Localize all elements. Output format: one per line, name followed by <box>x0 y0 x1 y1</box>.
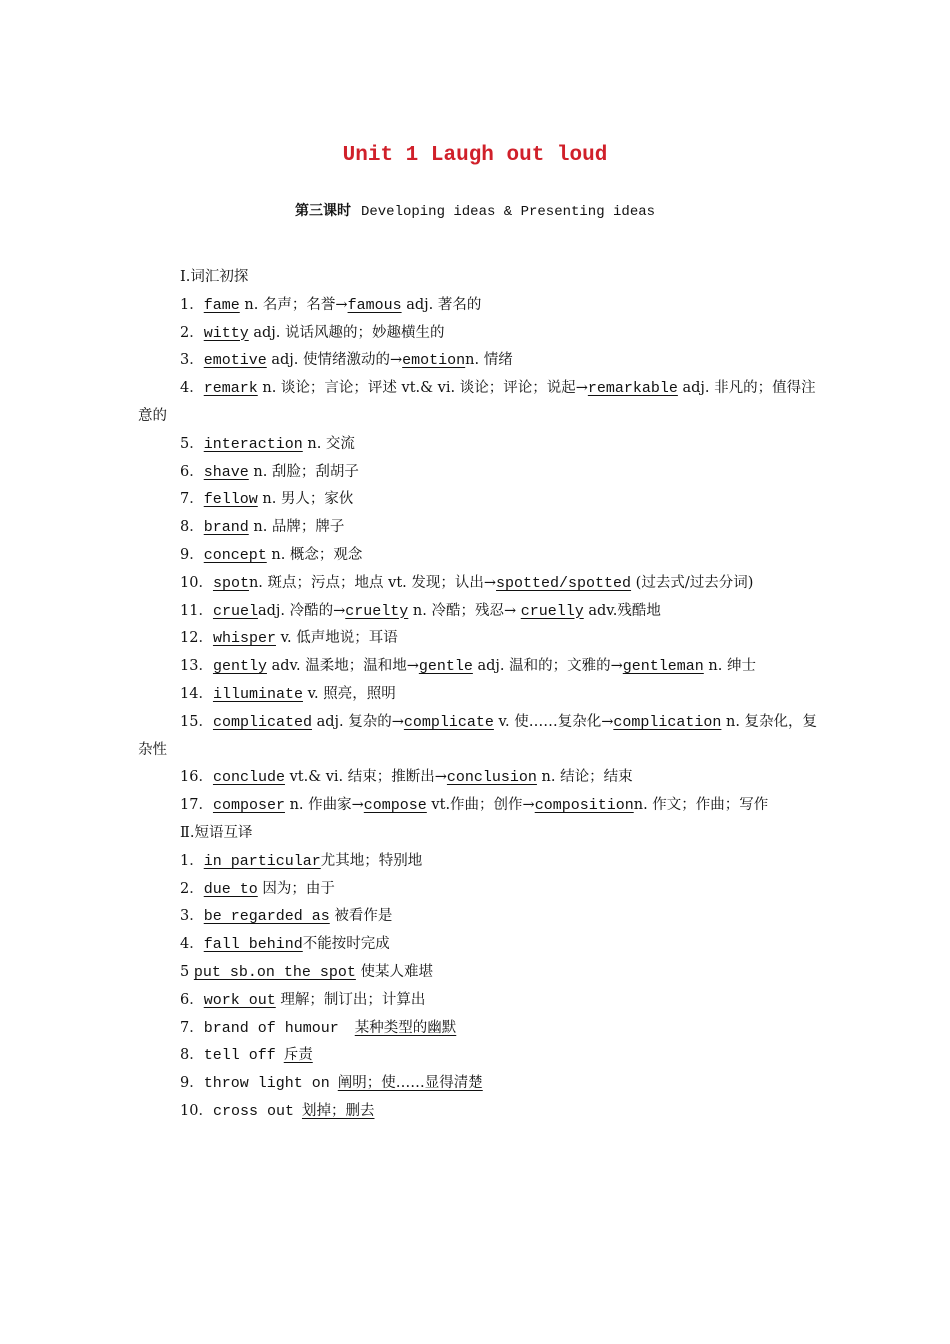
phrase-zh: 不能按时完成 <box>302 936 390 953</box>
item-tail: n. 情绪 <box>465 352 513 369</box>
item-text: v. 低声地说；耳语 <box>275 630 398 647</box>
section-heading-phrases: Ⅱ.短语互译 <box>180 824 253 841</box>
item-number: 3． <box>180 352 204 369</box>
item-number: 17． <box>180 797 213 814</box>
answer-word: emotive <box>203 352 267 370</box>
vocab-item <box>138 542 818 570</box>
phrase-en: tell off <box>203 1047 276 1065</box>
item-text: n. 交流 <box>302 435 355 452</box>
item-number: 14． <box>180 685 213 702</box>
phrase-answer-en: work out <box>203 991 276 1009</box>
phrase-item <box>138 1015 818 1043</box>
vocab-item <box>138 320 818 348</box>
item-number: 13． <box>180 658 213 675</box>
phrase-answer-zh: 划掉；删去 <box>301 1102 375 1119</box>
vocab-item <box>138 292 818 320</box>
item-number: 2． <box>180 324 204 341</box>
item-number: 1． <box>180 296 204 313</box>
vocab-item <box>138 431 818 459</box>
phrase-answer-zh: 阐明；使……显得清楚 <box>337 1075 483 1092</box>
item-number: 9． <box>180 1075 204 1092</box>
answer-word: conclude <box>212 769 285 787</box>
answer-word: brand <box>203 519 249 537</box>
answer-word: whisper <box>212 630 276 648</box>
item-number: 9． <box>180 546 204 563</box>
item-number: 5． <box>180 435 204 452</box>
item-number: 1． <box>180 852 204 869</box>
phrase-en: brand of humour <box>203 1019 339 1037</box>
item-number: 11． <box>180 602 213 619</box>
item-text: v. 照亮，照明 <box>302 685 396 702</box>
item-number: 12． <box>180 630 213 647</box>
answer-word: illuminate <box>212 685 303 703</box>
item-number: 4． <box>180 380 204 397</box>
vocab-item <box>138 570 818 598</box>
phrase-answer-zh: 斥责 <box>283 1047 313 1064</box>
answer-word: remark <box>203 380 258 398</box>
item-text: n. 概念；观念 <box>266 546 363 563</box>
phrase-zh: 使某人难堪 <box>355 963 433 980</box>
phrase-zh: 被看作是 <box>329 908 393 925</box>
phrase-answer-en: put sb.on the spot <box>193 963 356 981</box>
answer-word-3: gentleman <box>622 658 704 676</box>
phrase-item <box>138 987 818 1015</box>
item-tail: v. 使……复杂化→ <box>493 713 614 730</box>
vocab-item <box>138 486 818 514</box>
answer-word: fame <box>203 296 240 314</box>
item-text: adj. 冷酷的→ <box>257 602 346 619</box>
item-number: 7． <box>180 491 204 508</box>
answer-word-2: cruelty <box>345 602 409 620</box>
item-tail: n. 结论；结束 <box>536 769 633 786</box>
answer-word: gently <box>212 658 267 676</box>
item-number: 8． <box>180 519 204 536</box>
answer-word-2: conclusion <box>446 769 537 787</box>
item-tail: adj. 非凡的；值得注意的 <box>138 380 816 424</box>
item-text: n. 刮脸；刮胡子 <box>248 463 359 480</box>
answer-word: composer <box>212 797 285 815</box>
item-number: 10． <box>180 1102 213 1119</box>
phrase-zh: 理解；制订出；计算出 <box>275 991 426 1008</box>
phrase-en: cross out <box>212 1102 294 1120</box>
phrase-zh: 尤其地；特别地 <box>320 852 423 869</box>
item-tail: n. 冷酷；残忍→ <box>408 602 521 619</box>
lesson-label: 第三课时 <box>294 203 351 219</box>
answer-word-3: cruelly <box>520 602 584 620</box>
item-tail: adj. 温和的；文雅的→ <box>472 658 623 675</box>
document-body <box>138 264 818 1126</box>
phrase-item <box>138 959 818 987</box>
answer-word: cruel <box>212 602 258 620</box>
answer-word-2: emotion <box>402 352 466 370</box>
item-tail-2: n. 复杂化，复杂性 <box>138 713 818 758</box>
item-text: adj. 使情绪激动的→ <box>266 352 403 369</box>
phrase-item <box>138 931 818 959</box>
item-text: vt.& vi. 结束；推断出→ <box>284 769 447 786</box>
vocab-item <box>138 792 818 820</box>
item-number: 6． <box>180 991 204 1008</box>
phrase-answer-en: fall behind <box>203 936 303 954</box>
answer-word-2: famous <box>347 296 402 314</box>
item-text: n. 斑点；污点；地点 vt. 发现；认出→ <box>248 574 497 591</box>
item-text: n. 名声；名誉→ <box>244 296 348 313</box>
answer-word: concept <box>203 546 267 564</box>
item-number: 16． <box>180 769 213 786</box>
item-number: 15． <box>180 713 213 730</box>
item-number: 3． <box>180 908 204 925</box>
answer-word: fellow <box>203 491 258 509</box>
answer-word-3: composition <box>534 797 634 815</box>
item-text: n. 作曲家→ <box>284 797 364 814</box>
phrase-en: throw light on <box>203 1075 330 1093</box>
phrase-answer-en: in particular <box>203 852 321 870</box>
answer-word-2: gentle <box>418 658 473 676</box>
answer-word-2: complicate <box>403 713 494 731</box>
answer-word: interaction <box>203 435 303 453</box>
phrase-item <box>138 848 818 876</box>
item-tail-2: adv.残酷地 <box>583 602 661 619</box>
answer-word: shave <box>203 463 249 481</box>
item-tail: adj. 著名的 <box>401 296 482 313</box>
phrase-answer-en: be regarded as <box>203 908 330 926</box>
item-text: adj. 说话风趣的；妙趣横生的 <box>248 324 445 341</box>
item-tail-2: n. 作文；作曲；写作 <box>633 797 769 814</box>
item-text: n. 品牌；牌子 <box>248 519 345 536</box>
vocab-item <box>138 347 818 375</box>
answer-word: complicated <box>212 713 312 731</box>
phrase-answer-en: due to <box>203 880 258 898</box>
phrase-zh: 因为；由于 <box>257 880 335 897</box>
phrase-item <box>138 1042 818 1070</box>
answer-word-2: remarkable <box>587 380 678 398</box>
vocab-item <box>138 514 818 542</box>
vocab-item <box>138 653 818 681</box>
item-number: 8． <box>180 1047 204 1064</box>
phrase-answer-zh: 某种类型的幽默 <box>354 1019 457 1036</box>
vocab-item <box>138 709 818 765</box>
section-heading-vocab: Ⅰ.词汇初探 <box>180 269 249 285</box>
vocab-item <box>138 625 818 653</box>
vocab-item <box>138 764 818 792</box>
answer-word-3: complication <box>613 713 722 731</box>
item-text: adj. 复杂的→ <box>311 713 404 730</box>
item-tail: (过去式/过去分词) <box>631 574 754 591</box>
phrase-item <box>138 876 818 904</box>
item-number: 10． <box>180 574 213 591</box>
item-text: adv. 温柔地；温和地→ <box>266 658 419 675</box>
item-number: 7． <box>180 1019 204 1036</box>
vocab-item <box>138 681 818 709</box>
lesson-subtitle <box>0 200 950 220</box>
phrase-item <box>138 903 818 931</box>
item-number: 4． <box>180 936 204 953</box>
answer-word-2: spotted/spotted <box>496 574 632 592</box>
answer-word: witty <box>203 324 249 342</box>
item-number: 2． <box>180 880 204 897</box>
vocab-item <box>138 598 818 626</box>
phrase-item <box>138 1098 818 1126</box>
item-text: n. 男人；家伙 <box>257 491 354 508</box>
answer-word: spot <box>212 574 249 592</box>
phrase-item <box>138 1070 818 1098</box>
item-tail-2: n. 绅士 <box>703 658 756 675</box>
item-text: n. 谈论；言论；评述 vt.& vi. 谈论；评论；说起→ <box>257 380 588 397</box>
answer-word-2: compose <box>363 797 427 815</box>
item-number: 5 <box>180 963 194 980</box>
page-title: Unit 1 Laugh out loud <box>342 144 608 167</box>
vocab-item <box>138 459 818 487</box>
vocab-item <box>138 375 818 431</box>
item-number: 6． <box>180 463 204 480</box>
item-tail: vt.作曲；创作→ <box>426 797 535 814</box>
lesson-topic: Developing ideas & Presenting ideas <box>360 204 656 220</box>
